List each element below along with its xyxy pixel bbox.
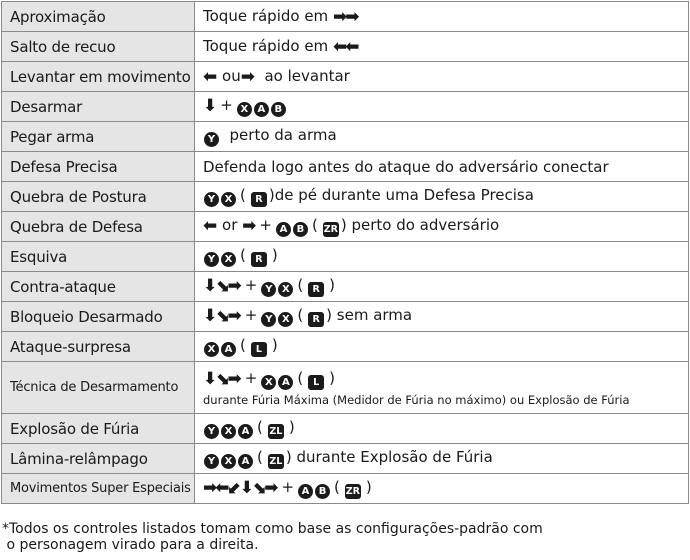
table-row [2, 32, 689, 62]
input-line [203, 216, 499, 234]
parenthesis: ) [288, 418, 295, 436]
move-input [195, 332, 689, 362]
move-input [195, 32, 689, 62]
table-row [2, 92, 689, 122]
table-row [2, 212, 689, 242]
move-input [195, 444, 689, 474]
face-button-b-icon: B [293, 222, 308, 237]
plus-sign: + [220, 96, 233, 114]
face-button-b-icon: B [271, 102, 286, 117]
move-name: Pegar arma [2, 122, 195, 152]
footnote [2, 521, 682, 553]
table-row [2, 474, 689, 504]
input-line [203, 246, 281, 264]
face-button-x-icon: X [221, 192, 236, 207]
face-button-x-icon: X [278, 312, 293, 327]
input-line [203, 7, 359, 25]
table-row [2, 242, 689, 272]
shoulder-button-zr-icon: ZR [323, 224, 338, 235]
move-name: Técnica de Desarmamento [2, 362, 195, 414]
move-input [195, 414, 689, 444]
move-input [195, 2, 689, 32]
shoulder-button-r-icon: R [251, 252, 267, 267]
direction-arrow-icon: ⬇⬊➡ [203, 368, 240, 389]
direction-arrow-icon: ⬅⬅ [332, 37, 358, 57]
input-text: ) perto do adversário [340, 216, 500, 234]
input-text: Toque rápido em [203, 37, 333, 55]
parenthesis: ) [271, 336, 278, 354]
direction-arrow-icon: ➡ [240, 67, 253, 87]
parenthesis: ( [311, 216, 318, 234]
table-row [2, 2, 689, 32]
face-button-x-icon: X [221, 424, 236, 439]
input-text: ) sem arma [326, 306, 413, 324]
table-row [2, 444, 689, 474]
table-row [2, 62, 689, 92]
face-button-a-icon: A [278, 375, 293, 390]
face-button-x-icon: X [261, 375, 276, 390]
table-row [2, 122, 689, 152]
face-button-b-icon: B [315, 484, 330, 499]
parenthesis: ( [334, 478, 340, 496]
face-button-x-icon: X [278, 282, 293, 297]
direction-arrow-icon: ⬇⬊➡ [203, 306, 240, 326]
table-row [2, 302, 689, 332]
parenthesis: ( [240, 246, 246, 264]
shoulder-button-zl-icon: ZL [269, 426, 283, 437]
table-row [2, 182, 689, 212]
parenthesis: ( [297, 306, 304, 324]
input-line [203, 306, 412, 324]
move-name: Aproximação [2, 2, 195, 32]
move-input [195, 474, 689, 504]
move-name: Explosão de Fúria [2, 414, 195, 444]
face-button-y-icon: Y [204, 192, 219, 207]
parenthesis: ( [297, 276, 304, 294]
input-line [203, 336, 281, 354]
face-button-y-icon: Y [204, 132, 219, 147]
face-button-y-icon: Y [204, 252, 219, 267]
table-row [2, 362, 689, 414]
input-text: Defenda logo antes do ataque do adversário conectar [203, 157, 609, 176]
face-button-a-icon: A [221, 342, 236, 357]
direction-arrow-icon: ⬅ [203, 216, 216, 236]
input-text: ou [217, 67, 241, 85]
face-button-a-icon: A [238, 424, 253, 439]
input-line [203, 478, 375, 496]
footnote-line-2: o personagem virado para a direita. [2, 537, 259, 553]
face-button-y-icon: Y [204, 454, 219, 469]
table-row [2, 152, 689, 182]
move-name: Desarmar [2, 92, 195, 122]
face-button-x-icon: X [221, 454, 236, 469]
direction-arrow-icon: ➡➡ [332, 7, 358, 27]
move-input [195, 182, 689, 212]
face-button-a-icon: A [276, 222, 291, 237]
table-row [2, 332, 689, 362]
parenthesis: ) [329, 368, 336, 387]
input-line [203, 67, 350, 85]
move-name: Quebra de Postura [2, 182, 195, 212]
face-button-a-icon: A [238, 454, 253, 469]
move-name: Salto de recuo [2, 32, 195, 62]
shoulder-button-r-icon: R [251, 192, 267, 207]
face-button-x-icon: X [221, 252, 236, 267]
plus-sign: + [244, 368, 258, 387]
direction-arrow-icon: ⬇ [203, 96, 216, 116]
input-text: or [217, 216, 243, 234]
input-text: ao levantar [254, 67, 350, 85]
direction-arrow-icon: ➡⬅⬋⬇⬊➡ [203, 478, 277, 498]
input-line [203, 369, 338, 387]
face-button-y-icon: Y [204, 424, 219, 439]
move-input [195, 302, 689, 332]
parenthesis: ( [257, 448, 263, 466]
move-name: Bloqueio Desarmado [2, 302, 195, 332]
move-input [195, 152, 689, 182]
parenthesis: ) [365, 478, 372, 496]
input-subtext: durante Fúria Máxima (Medidor de Fúria no máximo) ou Explosão de Fúria [203, 392, 630, 407]
face-button-x-icon: X [237, 102, 252, 117]
shoulder-button-zl-icon: ZL [269, 456, 283, 467]
move-name: Defesa Precisa [2, 152, 195, 182]
move-input [195, 362, 689, 414]
input-text: ) durante Explosão de Fúria [285, 448, 493, 466]
input-line [203, 37, 359, 55]
move-name: Quebra de Defesa [2, 212, 195, 242]
move-name: Lâmina-relâmpago [2, 444, 195, 474]
direction-arrow-icon: ⬅ [203, 67, 216, 87]
table-row [2, 414, 689, 444]
input-line [203, 158, 609, 176]
parenthesis: ( [257, 418, 263, 436]
face-button-a-icon: A [254, 102, 269, 117]
input-text: )de pé durante uma Defesa Precisa [268, 186, 534, 204]
plus-sign: + [244, 276, 258, 294]
shoulder-button-r-icon: R [308, 282, 324, 297]
direction-arrow-icon: ⬇⬊➡ [203, 276, 240, 296]
shoulder-button-zr-icon: ZR [345, 486, 361, 497]
input-text: Toque rápido em [203, 7, 333, 25]
parenthesis: ( [297, 368, 304, 387]
input-line [203, 418, 298, 436]
move-name: Movimentos Super Especiais [2, 474, 195, 504]
move-input [195, 272, 689, 302]
move-name: Ataque-surpresa [2, 332, 195, 362]
move-input [195, 122, 689, 152]
input-line [203, 276, 338, 294]
plus-sign: + [259, 216, 272, 234]
move-input [195, 212, 689, 242]
parenthesis: ( [240, 186, 246, 204]
face-button-y-icon: Y [261, 282, 276, 297]
face-button-a-icon: A [298, 484, 313, 499]
direction-arrow-icon: ➡ [242, 216, 255, 236]
input-line [203, 96, 287, 114]
plus-sign: + [281, 478, 295, 496]
shoulder-button-l-icon: L [308, 375, 324, 390]
face-button-y-icon: Y [261, 312, 276, 327]
move-name: Esquiva [2, 242, 195, 272]
parenthesis: ( [240, 336, 246, 354]
parenthesis: ) [271, 246, 278, 264]
move-input [195, 92, 689, 122]
plus-sign: + [244, 306, 258, 324]
input-line [203, 126, 337, 144]
move-input [195, 62, 689, 92]
face-button-x-icon: X [204, 342, 219, 357]
input-text: perto da arma [220, 126, 337, 144]
move-name: Contra-ataque [2, 272, 195, 302]
footnote-line-1: *Todos os controles listados tomam como base as configurações-padrão com [2, 521, 543, 537]
shoulder-button-l-icon: L [251, 342, 267, 357]
parenthesis: ) [329, 276, 336, 294]
input-line [203, 448, 493, 466]
move-name: Levantar em movimento [2, 62, 195, 92]
input-line [203, 186, 534, 204]
move-input [195, 242, 689, 272]
shoulder-button-r-icon: R [308, 312, 324, 327]
moves-table [1, 1, 689, 504]
table-row [2, 272, 689, 302]
